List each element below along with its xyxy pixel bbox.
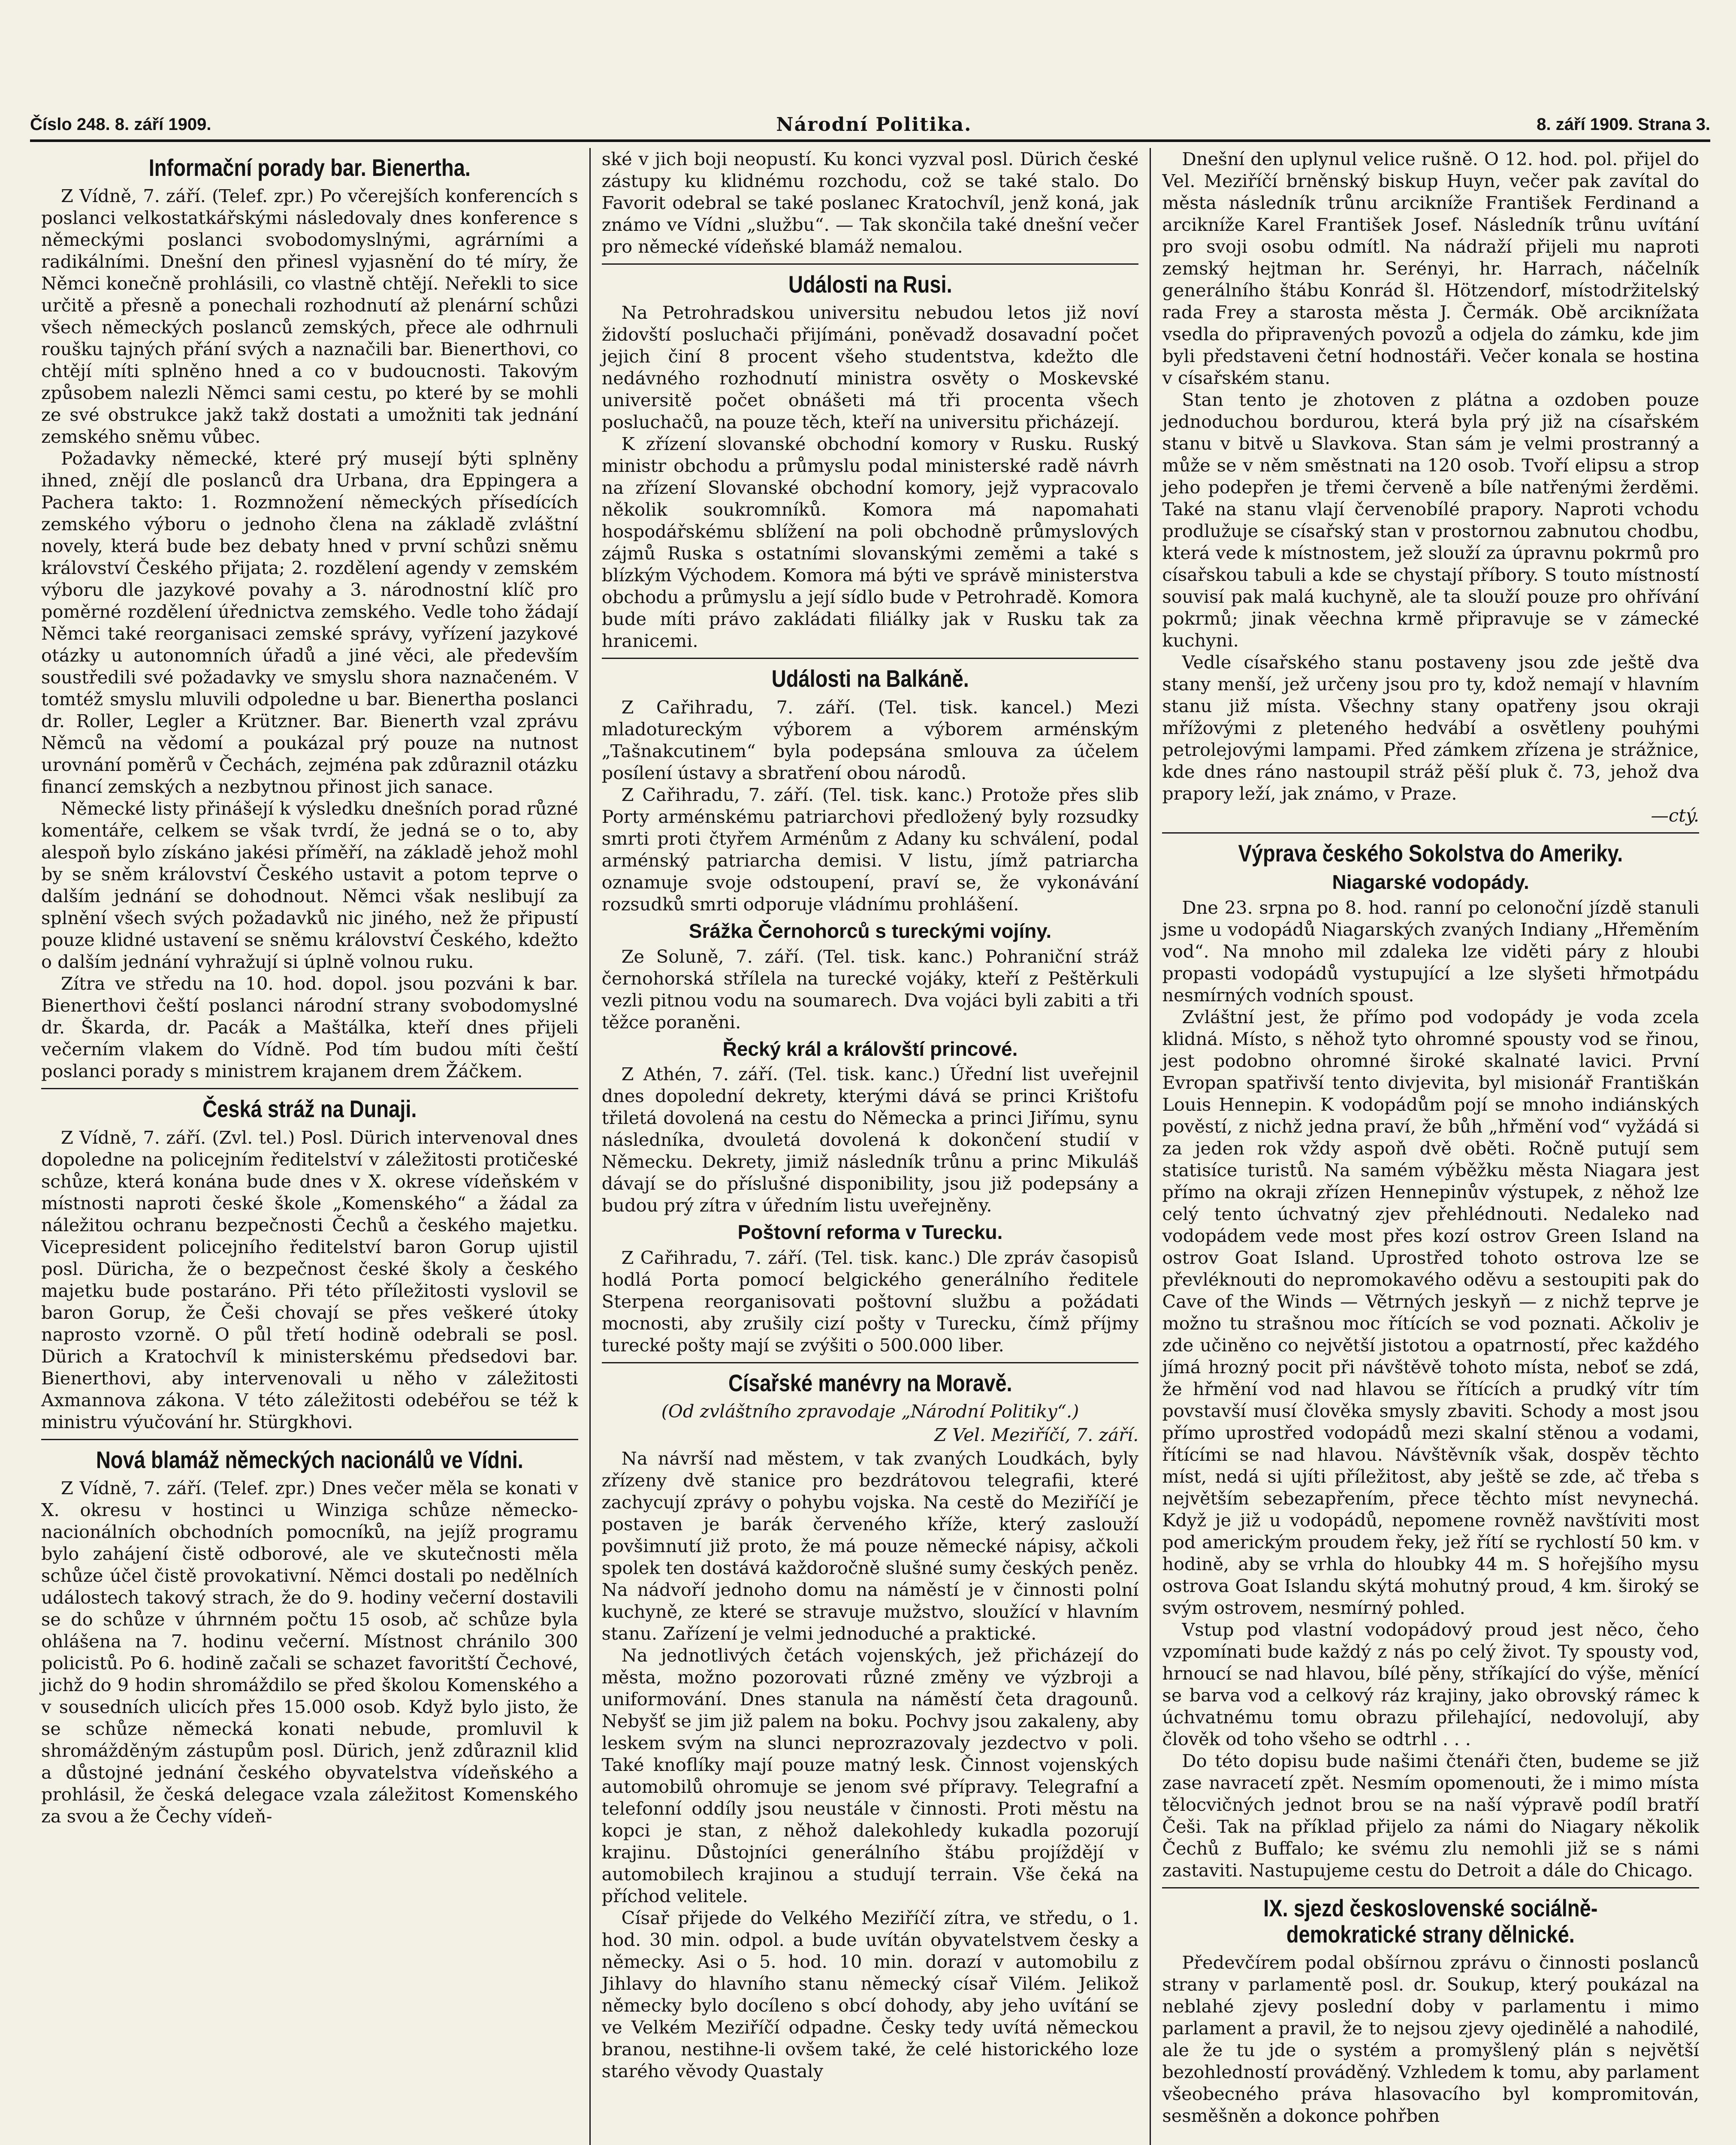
paragraph: Zvláštní jest, že přímo pod vodopády je voda zcela klidná. Místo, s něhož tyto ohromné spousty vod se řinou, jest podobno ohromné široké skalnaté lavici. První Evropan spatřivší tento divjevita, byl misionář Františkán Louis Hennepin. K vodopádům pojí se mnoho indiánských pověstí, z nichž jedna praví, že bůh „hřmění vod“ vyžádá si za jeden rok vždy aspoň dvě oběti. Ročně putují sem statisíce turistů. Na samém výběžku města Niagara jest přímo na okraji zřízen Hennepinův výstupek, z něhož lze celý tento úchvatný zjev přehlédnouti. Nedaleko nad vodopádem vede most přes kozí ostrov Green Island na ostrov Goat Island. Uprostřed tohoto ostrova lze se převléknouti do nepromokavého oděvu a sestoupiti pak do Cave of the Winds — Větrných jeskyň — z nichž teprve je možno tu strašnou moc řítících se vod poznati. Ačkoliv je zde učiněno co největší jistotou a opatrností, přec každého jímá hrozný pocit při návštěvě tohoto místa, neboť se zdá, že hřmění vod nad hlavou se řítících a prudký vítr tím povstavší musí člověka smysly zbaviti. Schody a most jsou přímo uprostřed vodopádů mezi skalní stěnou a vodami, řítícími se nad hlavou. Návštěvník však, dospěv těchto míst, nedá si ujíti příležitost, aby ještě se zde, ač třeba s největším sebezapřením, přece těchto míst nevynechá. Když je již u vodopádů, nepomene rovněž navštíviti most pod americkým proudem řeky, jež řítí se rychlostí 50 km. v hodině, aby se vrhla do hloubky 44 m. S hořejšího mysu ostrova Goat Islandu skýtá mohutný proud, 4 km. široký se svým ostrovem, nesmírný pohled. <box>1162 1006 1700 1619</box>
article-title: IX. sjezd československé sociálně-demokratické strany dělnické. <box>1263 1894 1598 1948</box>
paragraph: Stan tento je zhotoven z plátna a ozdoben pouze jednoduchou bordurou, která byla prý již na císařském stanu v bitvě u Slavkova. Stan sám je velmi prostranný a může se v něm směstnati na 120 osob. Tvoří elipsu a strop jeho podepřen je třemi červeně a bíle natřenými žerděmi. Také na stanu vlají červenobílé prapory. Naproti vchodu prodlužuje se císařský stan v prostornou zabnutou chodbu, která vede k místnostem, jež slouží za úpravnu pokrmů pro císařskou tabuli a kde se chystají příbory. S touto místností souvisí pak malá kuchyně, ale ta slouží pouze pro ohřívání pokrmů; jinak věechna krmě připravuje se v zámecké kuchyni. <box>1162 389 1700 651</box>
column-1 <box>30 148 589 2145</box>
page-date-number: 8. září 1909. Strana 3. <box>1537 115 1710 134</box>
paragraph: Z Cařihradu, 7. září. (Tel. tisk. kanc.) Dle zpráv časopisů hodlá Porta pomocí belgického generálního ředitele Sterpena reorganisovati poštovní službu a požádati mocnosti, aby zrušily cizí pošty v Turecku, čímž příjmy turecké pošty mají se zvýšiti o 500.000 liber. <box>601 1247 1139 1356</box>
paragraph: Vstup pod vlastní vodopádový proud jest něco, čeho vzpomínati bude každý z nás po celý život. Ty spousty vod, hrnoucí se nad hlavou, bílé pěny, stříkající do výše, měnící se barva vod a celkový ráz krajiny, jako obrovský rámec k úchvatnému tomu obrazu přilehající, nedovolují, aby člověk od toho všeho se odtrhl . . . <box>1162 1619 1700 1750</box>
article-title: Události na Balkáně. <box>771 665 969 692</box>
paragraph: Dne 23. srpna po 8. hod. ranní po celonoční jízdě stanuli jsme u vodopádů Niagarských zvaných Indiany „Hřeměním vod“. Na mnoho mil zdaleka lze viděti páry z hloubi propasti vodopádů vystupující a lze slyšeti hřmotpádu nesmírných vodních spoust. <box>1162 897 1700 1006</box>
article-title: Nová blamáž německých nacionálů ve Vídni. <box>96 1446 523 1473</box>
divider <box>602 263 1139 265</box>
author-signature: —ctý. <box>1651 805 1700 826</box>
divider <box>1162 1887 1699 1888</box>
article-subtitle: Niagarské vodopády. <box>1332 871 1529 894</box>
article-title: Poštovní reforma v Turecku. <box>737 1221 1003 1244</box>
newspaper-title: Národní Politika. <box>776 113 972 136</box>
paragraph: Předevčírem podal obšírnou zprávu o činnosti poslanců strany v parlamentě posl. dr. Soukup, který poukázal na neblahé zjevy poslední doby v parlamentu i mimo parlament a pravil, že to nejsou zjevy ojedinělé a nahodilé, ale že tu jde o systém a promyšlený plán s největší bezohledností prováděný. Vzhledem k tomu, aby parlament všeobecného práva hlasovacího byl kompromitován, sesměšněn a dokonce pohřben <box>1162 1952 1700 2126</box>
paragraph: Na jednotlivých četách vojenských, jež přicházejí do města, možno pozorovati různé změny ve výzbroji a uniformování. Dnes stanula na náměstí četa dragounů. Nebyšť se jim již palem na boku. Pochvy jsou zakaleny, aby leskem svým na slunci neprozrazovaly jezdectvo v poli. Také knoflíky mají pouze matný lesk. Činnost vojenských automobilů ohromuje se jenom své přípravy. Telegrafní a telefonní oddíly jsou neustále v činnosti. Proti městu na kopci je stan, z něhož dalekohledy kukadla pozorují krajinu. Důstojníci generálního štábu projíždějí v automobilech krajinou a studují terrain. Vše čeká na příchod velitele. <box>601 1645 1139 1907</box>
paragraph: Z Vídně, 7. září. (Telef. zpr.) Dnes večer měla se konati v X. okresu v hostinci u Winziga schůze německo-nacionálních obchodních pomocníků, na jejíž programu bylo zahájení čistě odborové, ale ve skutečnosti měla schůze účel čistě provokativní. Němci dostali po nedělních událostech takový strach, že do 9. hodiny večerní dostavili se do schůze v úhrnném počtu 15 osob, ač schůze byla ohlášena na 7. hodinu večerní. Místnost chránilo 300 policistů. Po 6. hodině začali se schazet favoritští Čechové, jichž do 9 hodin shromáždilo se před školou Komenského a v sousedních ulicích přes 15.000 osob. Když bylo jisto, že se schůze německá konati nebude, promluvil k shromážděným zástupům posl. Dürich, jenž zdůraznil klid a důstojné jednání českého obyvatelstva vídeňského a prohlásil, že česká delegace vzala záležitost Komenského za svou a že Čechy vídeň- <box>41 1477 578 1827</box>
paragraph: Z Vídně, 7. září. (Zvl. tel.) Posl. Dürich intervenoval dnes dopoledne na policejním ředitelství v záležitosti protičeské schůze, která konána bude dnes v X. okrese vídeňském v místnosti naproti české škole „Komenského“ a žádal za náležitou ochranu bezpečnosti Čechů a českého majetku. Vicepresident policejního ředitelství baron Gorup ujistil posl. Düricha, že o bezpečnost české školy a českého majetku bude postaráno. Při této příležitosti vyslovil se baron Gorup, že Češi chovají se přes veškeré útoky naprosto vzorně. O půl třetí hodině odebrali se posl. Dürich a Kratochvíl k ministerskému předsedovi bar. Bienerthovi, aby intervenovali u něho v záležitosti Axmannova zákona. V této záležitosti odebéřou se též k ministru výučování hr. Stürgkhovi. <box>41 1127 578 1432</box>
paragraph: Z Vídně, 7. září. (Telef. zpr.) Po včerejších konferencích s poslanci velkostatkářskými následovaly dnes konference s německými poslanci svobodomyslnými, agrárními a radikálními. Dnešní den přinesl vyjasnění do té míry, že Němci konečně prohlásili, co vlastně chtějí. Neřekli to sice určitě a přesně a ponechali rozhodnutí až plenární schůzi všech německých poslanců zemských, přece ale odhrnuli roušku tajných přání svých a naznačili bar. Bienerthovi, co chtějí míti splněno hned a co v budoucnosti. Takovým způsobem nalezli Němci sami cestu, po které by se mohli ze své obstrukce jakž takž dostati a umožniti tak jednání zemského sněmu vůbec. <box>41 185 578 447</box>
paragraph: Z Cařihradu, 7. září. (Tel. tisk. kanc.) Protože přes slib Porty arménskému patriarchovi předložený byly rozsudky smrti proti čtyřem Arménům z Adany ku schválení, podal arménský patriarcha demisi. V listu, jímž patriarcha oznamuje svoje odstoupení, praví se, že vykonávání rozsudků smrti odporuje vládnímu prohlášení. <box>601 784 1139 915</box>
paragraph: Německé listy přinášejí k výsledku dnešních porad různé komentáře, celkem se však tvrdí, že jedná se o to, aby alespoň bylo získáno jakési příměří, na základě jehož mohl by se sněm království Českého ustavit a potom teprve o dalším jednání se dohodnout. Němci však neslibují za splnění všech svých požadavků nic jiného, než že připustí pouze klidné ustavení se sněmu království Českého, kdežto o dalším jednání vyhražují si úplně volnou ruku. <box>41 798 578 973</box>
paragraph: Vedle císařského stanu postaveny jsou zde ještě dva stany menší, jež určeny jsou pro ty, kdož nemají v hlavním stanu již místa. Všechny stany opatřeny jsou okraji mřížovými z pleteného hedvábí a osvětleny pouhými petrolejovými lampami. Před zámkem zřízena je strážnice, kde dnes ráno nastoupil stráž pěší pluk č. 73, jehož dva prapory leží, jak známo, v Praze. <box>1162 652 1700 804</box>
article-subtitle: (Od zvláštního zpravodaje „Národní Politiky“.) <box>661 1401 1079 1422</box>
masthead <box>30 109 1710 142</box>
divider <box>602 1362 1139 1363</box>
paragraph: Dnešní den uplynul velice rušně. O 12. hod. pol. přijel do Vel. Meziříčí brněnský biskup Huyn, večer pak zavítal do města následník trůnu arcikníže František Ferdinand a arcikníže Karel František Josef. Následník trůnu uvítání pro svoji osobu odmítl. Na nádraží přijeli mu naproti zemský hejtman hr. Serényi, hr. Harrach, náčelník generálního štábu Konrád šl. Hötzendorf, místodržitelský rada Frey a starosta města J. Čermák. Obě arciknížata vsedla do připravených povozů a odjela do zámku, kde jim byli představeni četní hodnostáři. Večer konala se hostina v císařském stanu. <box>1162 148 1700 388</box>
paragraph: Požadavky německé, které prý musejí býti splněny ihned, znějí dle poslanců dra Urbana, dra Eppingera a Pachera takto: 1. Rozmnožení německých přísedících zemského výboru o jednoho člena na základě zvláštní novely, která bude bez debaty hned v první schůzi sněmu království Českého přijata; 2. rozdělení agendy v zemském výboru dle jazykové povahy a 3. národnostní klíč pro poměrné rozdělení úřednictva zemského. Vedle toho žádají Němci také reorganisaci zemské správy, vyřízení jazykové otázky u autonomních úřadů a jiné věci, ale především soustředili své požadavky ve smyslu shora naznačeném. V tomtéž smyslu mluvili odpoledne u bar. Bienertha poslanci dr. Roller, Legler a Krützner. Bar. Bienerth vzal zprávu Němců na vědomí a poukázal prý pouze na nutnost urovnání poměrů v Čechách, zejména pak zdůraznil otázku financí zemských a nezbytnou přinost jich sanace. <box>41 448 578 798</box>
divider <box>602 658 1139 659</box>
article-title: Česká stráž na Dunaji. <box>202 1095 417 1123</box>
article-title: Císařské manévry na Moravě. <box>728 1369 1012 1396</box>
paragraph: Do této dopisu bude našimi čtenáři čten, budeme se již zase navracetí zpět. Nesmím opomenouti, že i mimo místa tělocvičných jednot brou se na naší výpravě podíl bratří Češi. Tak na příklad přijelo za námi do Niagary několik Čechů z Buffalo; ke svému zlu nemohli již se s námi zastaviti. Nastupujeme cestu do Detroit a dále do Chicago. <box>1162 1750 1700 1881</box>
paragraph: Ze Soluně, 7. září. (Tel. tisk. kanc.) Pohraniční stráž černohorská střílela na turecké vojáky, kteří z Peštěrkuli vezli pitnou vodu na soumarech. Dva vojáci byli zabiti a tři těžce poraněni. <box>601 946 1139 1033</box>
paragraph: ské v jich boji neopustí. Ku konci vyzval posl. Dürich české zástupy ku klidnému rozchodu, což se také stalo. Do Favorit odebral se také poslanec Kratochvíl, jenž koná, jak známo ve Vídni „službu“. — Tak skončila také dnešní večer pro německé vídeňské blamáž nemalou. <box>601 148 1139 257</box>
column-2 <box>589 148 1150 2145</box>
divider <box>1162 832 1699 834</box>
paragraph: Z Cařihradu, 7. září. (Tel. tisk. kancel.) Mezi mladotureckým výborem a výborem arménským „Tašnakcutinem“ byla podepsána smlouva za účelem posílení ústavy a sbratření obou národů. <box>601 696 1139 783</box>
divider <box>41 1088 578 1089</box>
article-title: Události na Rusi. <box>788 271 952 298</box>
paragraph: Na Petrohradskou universitu nebudou letos již noví židovští posluchači přijímáni, poněvadž dosavadní počet jejich činí 8 procent všeho studentstva, kdežto dle nedávného rozhodnutí ministra osvěty o Moskevské universitě počet obnášeti má tři procenta všech posluchačů, na pouze těch, kteří na universitu přicházejí. <box>601 302 1139 433</box>
divider <box>41 1439 578 1440</box>
issue-number: Číslo 248. 8. září 1909. <box>30 115 211 134</box>
article-title: Výprava českého Sokolstva do Ameriky. <box>1238 840 1623 867</box>
columns <box>30 148 1710 2145</box>
paragraph: Císař přijede do Velkého Meziříčí zítra, ve středu, o 1. hod. 30 min. odpol. a bude uvítán obyvatelstvem česky a německy. Asi o 5. hod. 10 min. dorazí v automobilu z Jihlavy do hlavního stanu německý císař Vilém. Jelikož německy bylo docíleno s obcí dohody, aby jeho uvítání se ve Velkém Meziříčí odpadne. Česky tedy uvítá německou branou, nestihne-li ovšem také, že celé historického loze starého věvody Quastaly <box>601 1907 1139 2082</box>
paragraph: Na návrší nad městem, v tak zvaných Loudkách, byly zřízeny dvě stanice pro bezdrátovou telegrafii, které zachycují zprávy o pohybu vojska. Na cestě do Meziříčí je postaven je barák červeného kříže, který zaslouží povšimnutí již proto, že má pouze německé nápisy, ačkoli spolek ten dostává každoročně slušné sumy českých peněz. Na nádvoří jednoho domu na náměstí je v činnosti polní kuchyně, ze které se stravuje mužstvo, sloužící v hlavním stanu. Zařízení je velmi jednoduché a praktické. <box>601 1448 1139 1644</box>
dateline: Z Vel. Meziříčí, 7. září. <box>934 1424 1139 1446</box>
column-3 <box>1150 148 1710 2145</box>
article-title: Informační porady bar. Bienertha. <box>148 154 471 181</box>
article-title: Řecký král a královští princové. <box>722 1037 1018 1060</box>
paragraph: Z Athén, 7. září. (Tel. tisk. kanc.) Úřední list uveřejnil dnes dopolední dekrety, kterými dává se princi Krištofu třiletá dovolená na cestu do Německa a princi Jiřímu, synu následníka, dvouletá dovolená k dokončení studií v Německu. Dekrety, jimiž následník trůnu a princ Mikuláš dávají se do příslušné disponibility, jsou již podepsány a budou prý zítra v úředním listu uveřejněny. <box>601 1063 1139 1216</box>
article-title: Srážka Černohorců s tureckými vojíny. <box>688 919 1052 942</box>
paragraph: Zítra ve středu na 10. hod. dopol. jsou pozváni k bar. Bienerthovi čeští poslanci národní strany svobodomyslné dr. Škarda, dr. Pacák a Maštálka, kteří dnes přijeli večerním vlakem do Vídně. Pod tím budou míti čeští poslanci porady s ministrem krajanem drem Žáčkem. <box>41 973 578 1082</box>
paragraph: K zřízení slovanské obchodní komory v Rusku. Ruský ministr obchodu a průmyslu podal ministerské radě návrh na zřízení Slovanské obchodní komory, jejž vypracovalo několik soukromníků. Komora má napomahati hospodářskému sblížení na poli obchodně průmyslových zájmů Ruska s ostatními slovanskými zeměmi a také s blízkým Východem. Komora má býti ve správě ministerstva obchodu a průmyslu a její sídlo bude v Petrohradě. Komora bude míti právo zakládati filiálky jak v Rusku tak za hranicemi. <box>601 433 1139 652</box>
